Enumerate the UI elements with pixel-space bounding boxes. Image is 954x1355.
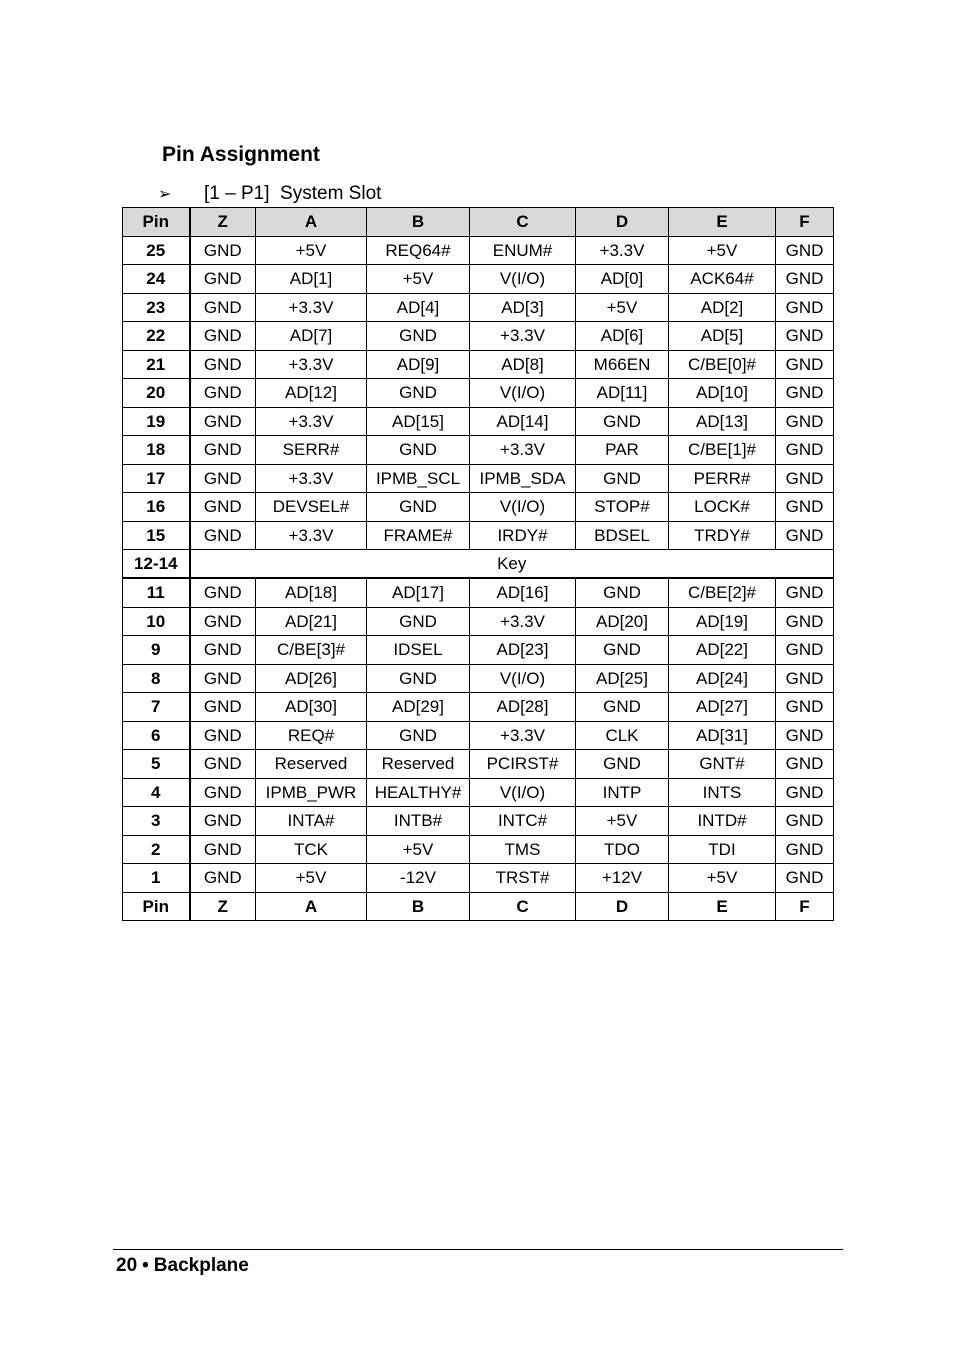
signal-cell: GND (190, 379, 256, 408)
signal-cell: GND (776, 407, 834, 436)
signal-cell: IPMB_PWR (256, 778, 367, 807)
signal-cell: GND (776, 350, 834, 379)
signal-cell: AD[28] (470, 693, 576, 722)
signal-cell: REQ64# (367, 236, 470, 265)
signal-cell: GND (776, 464, 834, 493)
column-header: A (256, 208, 367, 237)
signal-cell: GND (776, 664, 834, 693)
table-row (123, 521, 834, 550)
signal-cell: GND (190, 293, 256, 322)
table-row (123, 293, 834, 322)
signal-cell: Reserved (367, 750, 470, 779)
section-heading: Pin Assignment (162, 143, 320, 166)
signal-cell: AD[5] (669, 322, 776, 351)
signal-cell: FRAME# (367, 521, 470, 550)
signal-cell: GND (367, 436, 470, 465)
signal-cell: Reserved (256, 750, 367, 779)
table-row (123, 578, 834, 607)
page-number: 20 (116, 1255, 138, 1276)
signal-cell: GND (776, 265, 834, 294)
column-footer: A (256, 892, 367, 921)
table-row (123, 636, 834, 665)
footer-separator: • (142, 1255, 149, 1276)
signal-cell: AD[25] (576, 664, 669, 693)
signal-cell: GND (190, 236, 256, 265)
signal-cell: GND (190, 493, 256, 522)
signal-cell: +5V (576, 807, 669, 836)
signal-cell: LOCK# (669, 493, 776, 522)
pin-number-cell: 12-14 (123, 550, 190, 579)
signal-cell: GND (776, 636, 834, 665)
pin-number-cell: 2 (123, 835, 190, 864)
signal-cell: GND (367, 322, 470, 351)
table-row (123, 379, 834, 408)
signal-cell: SERR# (256, 436, 367, 465)
signal-cell: CLK (576, 721, 669, 750)
signal-cell: V(I/O) (470, 265, 576, 294)
column-footer: F (776, 892, 834, 921)
signal-cell: GND (776, 379, 834, 408)
arrow-bullet-icon: ➢ (158, 186, 172, 203)
signal-cell: AD[18] (256, 578, 367, 607)
column-header: B (367, 208, 470, 237)
signal-cell: PCIRST# (470, 750, 576, 779)
pin-number-cell: 15 (123, 521, 190, 550)
signal-cell: AD[13] (669, 407, 776, 436)
signal-cell: +3.3V (256, 350, 367, 379)
signal-cell: AD[21] (256, 607, 367, 636)
signal-cell: AD[31] (669, 721, 776, 750)
signal-cell: GND (190, 693, 256, 722)
table-row (123, 493, 834, 522)
signal-cell: AD[12] (256, 379, 367, 408)
signal-cell: +5V (576, 293, 669, 322)
signal-cell: AD[20] (576, 607, 669, 636)
signal-cell: +3.3V (256, 293, 367, 322)
signal-cell: GND (576, 578, 669, 607)
signal-cell: GND (190, 464, 256, 493)
table-row (123, 407, 834, 436)
signal-cell: AD[19] (669, 607, 776, 636)
signal-cell: GND (367, 493, 470, 522)
signal-cell: GND (776, 864, 834, 893)
signal-cell: AD[4] (367, 293, 470, 322)
subsection-title (158, 183, 381, 205)
signal-cell: GND (367, 379, 470, 408)
signal-cell: INTB# (367, 807, 470, 836)
table-row (123, 807, 834, 836)
table-row (123, 693, 834, 722)
pin-number-cell: 22 (123, 322, 190, 351)
signal-cell: DEVSEL# (256, 493, 367, 522)
table-row (123, 236, 834, 265)
pin-number-cell: 17 (123, 464, 190, 493)
signal-cell: INTA# (256, 807, 367, 836)
pin-number-cell: 21 (123, 350, 190, 379)
table-row (123, 664, 834, 693)
signal-cell: C/BE[3]# (256, 636, 367, 665)
signal-cell: +5V (256, 236, 367, 265)
signal-cell: REQ# (256, 721, 367, 750)
signal-cell: AD[6] (576, 322, 669, 351)
header-row (123, 208, 834, 237)
pin-number-cell: 10 (123, 607, 190, 636)
key-label-cell: Key (190, 550, 834, 579)
signal-cell: GND (190, 807, 256, 836)
signal-cell: GND (776, 436, 834, 465)
signal-cell: V(I/O) (470, 778, 576, 807)
signal-cell: GND (190, 864, 256, 893)
signal-cell: GND (776, 721, 834, 750)
pin-number-cell: 8 (123, 664, 190, 693)
signal-cell: GND (776, 835, 834, 864)
signal-cell: GND (190, 607, 256, 636)
signal-cell: GND (776, 807, 834, 836)
pin-number-cell: 5 (123, 750, 190, 779)
table-row (123, 607, 834, 636)
signal-cell: TDI (669, 835, 776, 864)
signal-cell: +12V (576, 864, 669, 893)
signal-cell: C/BE[2]# (669, 578, 776, 607)
signal-cell: +5V (367, 835, 470, 864)
pin-number-cell: 19 (123, 407, 190, 436)
signal-cell: GND (190, 750, 256, 779)
signal-cell: GND (776, 578, 834, 607)
column-footer: E (669, 892, 776, 921)
key-row (123, 550, 834, 579)
signal-cell: AD[2] (669, 293, 776, 322)
signal-cell: TRST# (470, 864, 576, 893)
signal-cell: GND (190, 407, 256, 436)
signal-cell: V(I/O) (470, 379, 576, 408)
signal-cell: AD[17] (367, 578, 470, 607)
signal-cell: +3.3V (256, 464, 367, 493)
pin-number-cell: 24 (123, 265, 190, 294)
signal-cell: GND (367, 664, 470, 693)
signal-cell: GND (367, 607, 470, 636)
column-footer: D (576, 892, 669, 921)
table-row (123, 436, 834, 465)
signal-cell: GND (776, 607, 834, 636)
table-body (123, 236, 834, 892)
signal-cell: STOP# (576, 493, 669, 522)
page-footer (116, 1255, 249, 1277)
pin-number-cell: 3 (123, 807, 190, 836)
table-row (123, 864, 834, 893)
signal-cell: INTP (576, 778, 669, 807)
signal-cell: IPMB_SDA (470, 464, 576, 493)
signal-cell: AD[15] (367, 407, 470, 436)
signal-cell: AD[8] (470, 350, 576, 379)
signal-cell: AD[7] (256, 322, 367, 351)
signal-cell: GND (576, 464, 669, 493)
column-footer: B (367, 892, 470, 921)
signal-cell: BDSEL (576, 521, 669, 550)
signal-cell: PAR (576, 436, 669, 465)
signal-cell: GNT# (669, 750, 776, 779)
signal-cell: GND (367, 721, 470, 750)
column-header: D (576, 208, 669, 237)
signal-cell: +3.3V (470, 721, 576, 750)
signal-cell: AD[16] (470, 578, 576, 607)
signal-cell: GND (190, 436, 256, 465)
signal-cell: GND (576, 750, 669, 779)
signal-cell: AD[0] (576, 265, 669, 294)
signal-cell: INTC# (470, 807, 576, 836)
table-header (123, 208, 834, 237)
signal-cell: GND (776, 778, 834, 807)
signal-cell: AD[26] (256, 664, 367, 693)
signal-cell: +5V (367, 265, 470, 294)
signal-cell: INTS (669, 778, 776, 807)
pin-number-cell: 16 (123, 493, 190, 522)
signal-cell: GND (776, 750, 834, 779)
column-header: Z (190, 208, 256, 237)
signal-cell: TMS (470, 835, 576, 864)
signal-cell: PERR# (669, 464, 776, 493)
signal-cell: GND (190, 721, 256, 750)
signal-cell: AD[1] (256, 265, 367, 294)
signal-cell: TDO (576, 835, 669, 864)
signal-cell: IRDY# (470, 521, 576, 550)
pin-number-cell: 1 (123, 864, 190, 893)
signal-cell: GND (776, 521, 834, 550)
signal-cell: GND (190, 664, 256, 693)
column-header: C (470, 208, 576, 237)
subsection-title-text: [1 – P1] System Slot (204, 183, 382, 204)
signal-cell: GND (776, 493, 834, 522)
signal-cell: GND (190, 350, 256, 379)
signal-cell: ENUM# (470, 236, 576, 265)
signal-cell: C/BE[0]# (669, 350, 776, 379)
signal-cell: GND (190, 578, 256, 607)
table-row (123, 350, 834, 379)
signal-cell: AD[10] (669, 379, 776, 408)
signal-cell: +3.3V (576, 236, 669, 265)
signal-cell: AD[30] (256, 693, 367, 722)
signal-cell: -12V (367, 864, 470, 893)
signal-cell: AD[27] (669, 693, 776, 722)
signal-cell: GND (190, 778, 256, 807)
signal-cell: AD[14] (470, 407, 576, 436)
table-row (123, 464, 834, 493)
signal-cell: ACK64# (669, 265, 776, 294)
pin-number-cell: 20 (123, 379, 190, 408)
pin-number-cell: 4 (123, 778, 190, 807)
signal-cell: GND (776, 293, 834, 322)
signal-cell: C/BE[1]# (669, 436, 776, 465)
signal-cell: GND (576, 693, 669, 722)
signal-cell: GND (190, 636, 256, 665)
signal-cell: HEALTHY# (367, 778, 470, 807)
signal-cell: +5V (669, 236, 776, 265)
signal-cell: IPMB_SCL (367, 464, 470, 493)
column-footer: Z (190, 892, 256, 921)
table-row (123, 322, 834, 351)
table-row (123, 265, 834, 294)
pin-number-cell: 7 (123, 693, 190, 722)
column-footer: Pin (123, 892, 190, 921)
signal-cell: GND (190, 322, 256, 351)
column-header: Pin (123, 208, 190, 237)
signal-cell: GND (776, 693, 834, 722)
signal-cell: +3.3V (470, 322, 576, 351)
pin-number-cell: 11 (123, 578, 190, 607)
signal-cell: GND (576, 407, 669, 436)
signal-cell: AD[23] (470, 636, 576, 665)
footer-section-name: Backplane (153, 1255, 249, 1276)
signal-cell: GND (190, 521, 256, 550)
signal-cell: AD[24] (669, 664, 776, 693)
table-row (123, 750, 834, 779)
signal-cell: +3.3V (470, 607, 576, 636)
signal-cell: GND (776, 322, 834, 351)
signal-cell: +5V (669, 864, 776, 893)
table-row (123, 778, 834, 807)
footer-header-row (123, 892, 834, 921)
signal-cell: AD[3] (470, 293, 576, 322)
pin-number-cell: 25 (123, 236, 190, 265)
signal-cell: GND (776, 236, 834, 265)
pin-number-cell: 18 (123, 436, 190, 465)
signal-cell: +3.3V (256, 407, 367, 436)
table-row (123, 721, 834, 750)
signal-cell: IDSEL (367, 636, 470, 665)
signal-cell: AD[22] (669, 636, 776, 665)
signal-cell: +3.3V (470, 436, 576, 465)
table-footer (123, 892, 834, 921)
signal-cell: M66EN (576, 350, 669, 379)
signal-cell: V(I/O) (470, 664, 576, 693)
footer-divider (113, 1249, 843, 1250)
pin-number-cell: 6 (123, 721, 190, 750)
signal-cell: GND (190, 835, 256, 864)
signal-cell: AD[29] (367, 693, 470, 722)
signal-cell: TCK (256, 835, 367, 864)
column-header: E (669, 208, 776, 237)
signal-cell: GND (190, 265, 256, 294)
signal-cell: +3.3V (256, 521, 367, 550)
signal-cell: GND (576, 636, 669, 665)
pin-number-cell: 9 (123, 636, 190, 665)
signal-cell: AD[9] (367, 350, 470, 379)
signal-cell: TRDY# (669, 521, 776, 550)
pin-number-cell: 23 (123, 293, 190, 322)
column-header: F (776, 208, 834, 237)
table-row (123, 835, 834, 864)
column-footer: C (470, 892, 576, 921)
pin-assignment-table (122, 207, 834, 921)
signal-cell: +5V (256, 864, 367, 893)
signal-cell: AD[11] (576, 379, 669, 408)
signal-cell: INTD# (669, 807, 776, 836)
signal-cell: V(I/O) (470, 493, 576, 522)
